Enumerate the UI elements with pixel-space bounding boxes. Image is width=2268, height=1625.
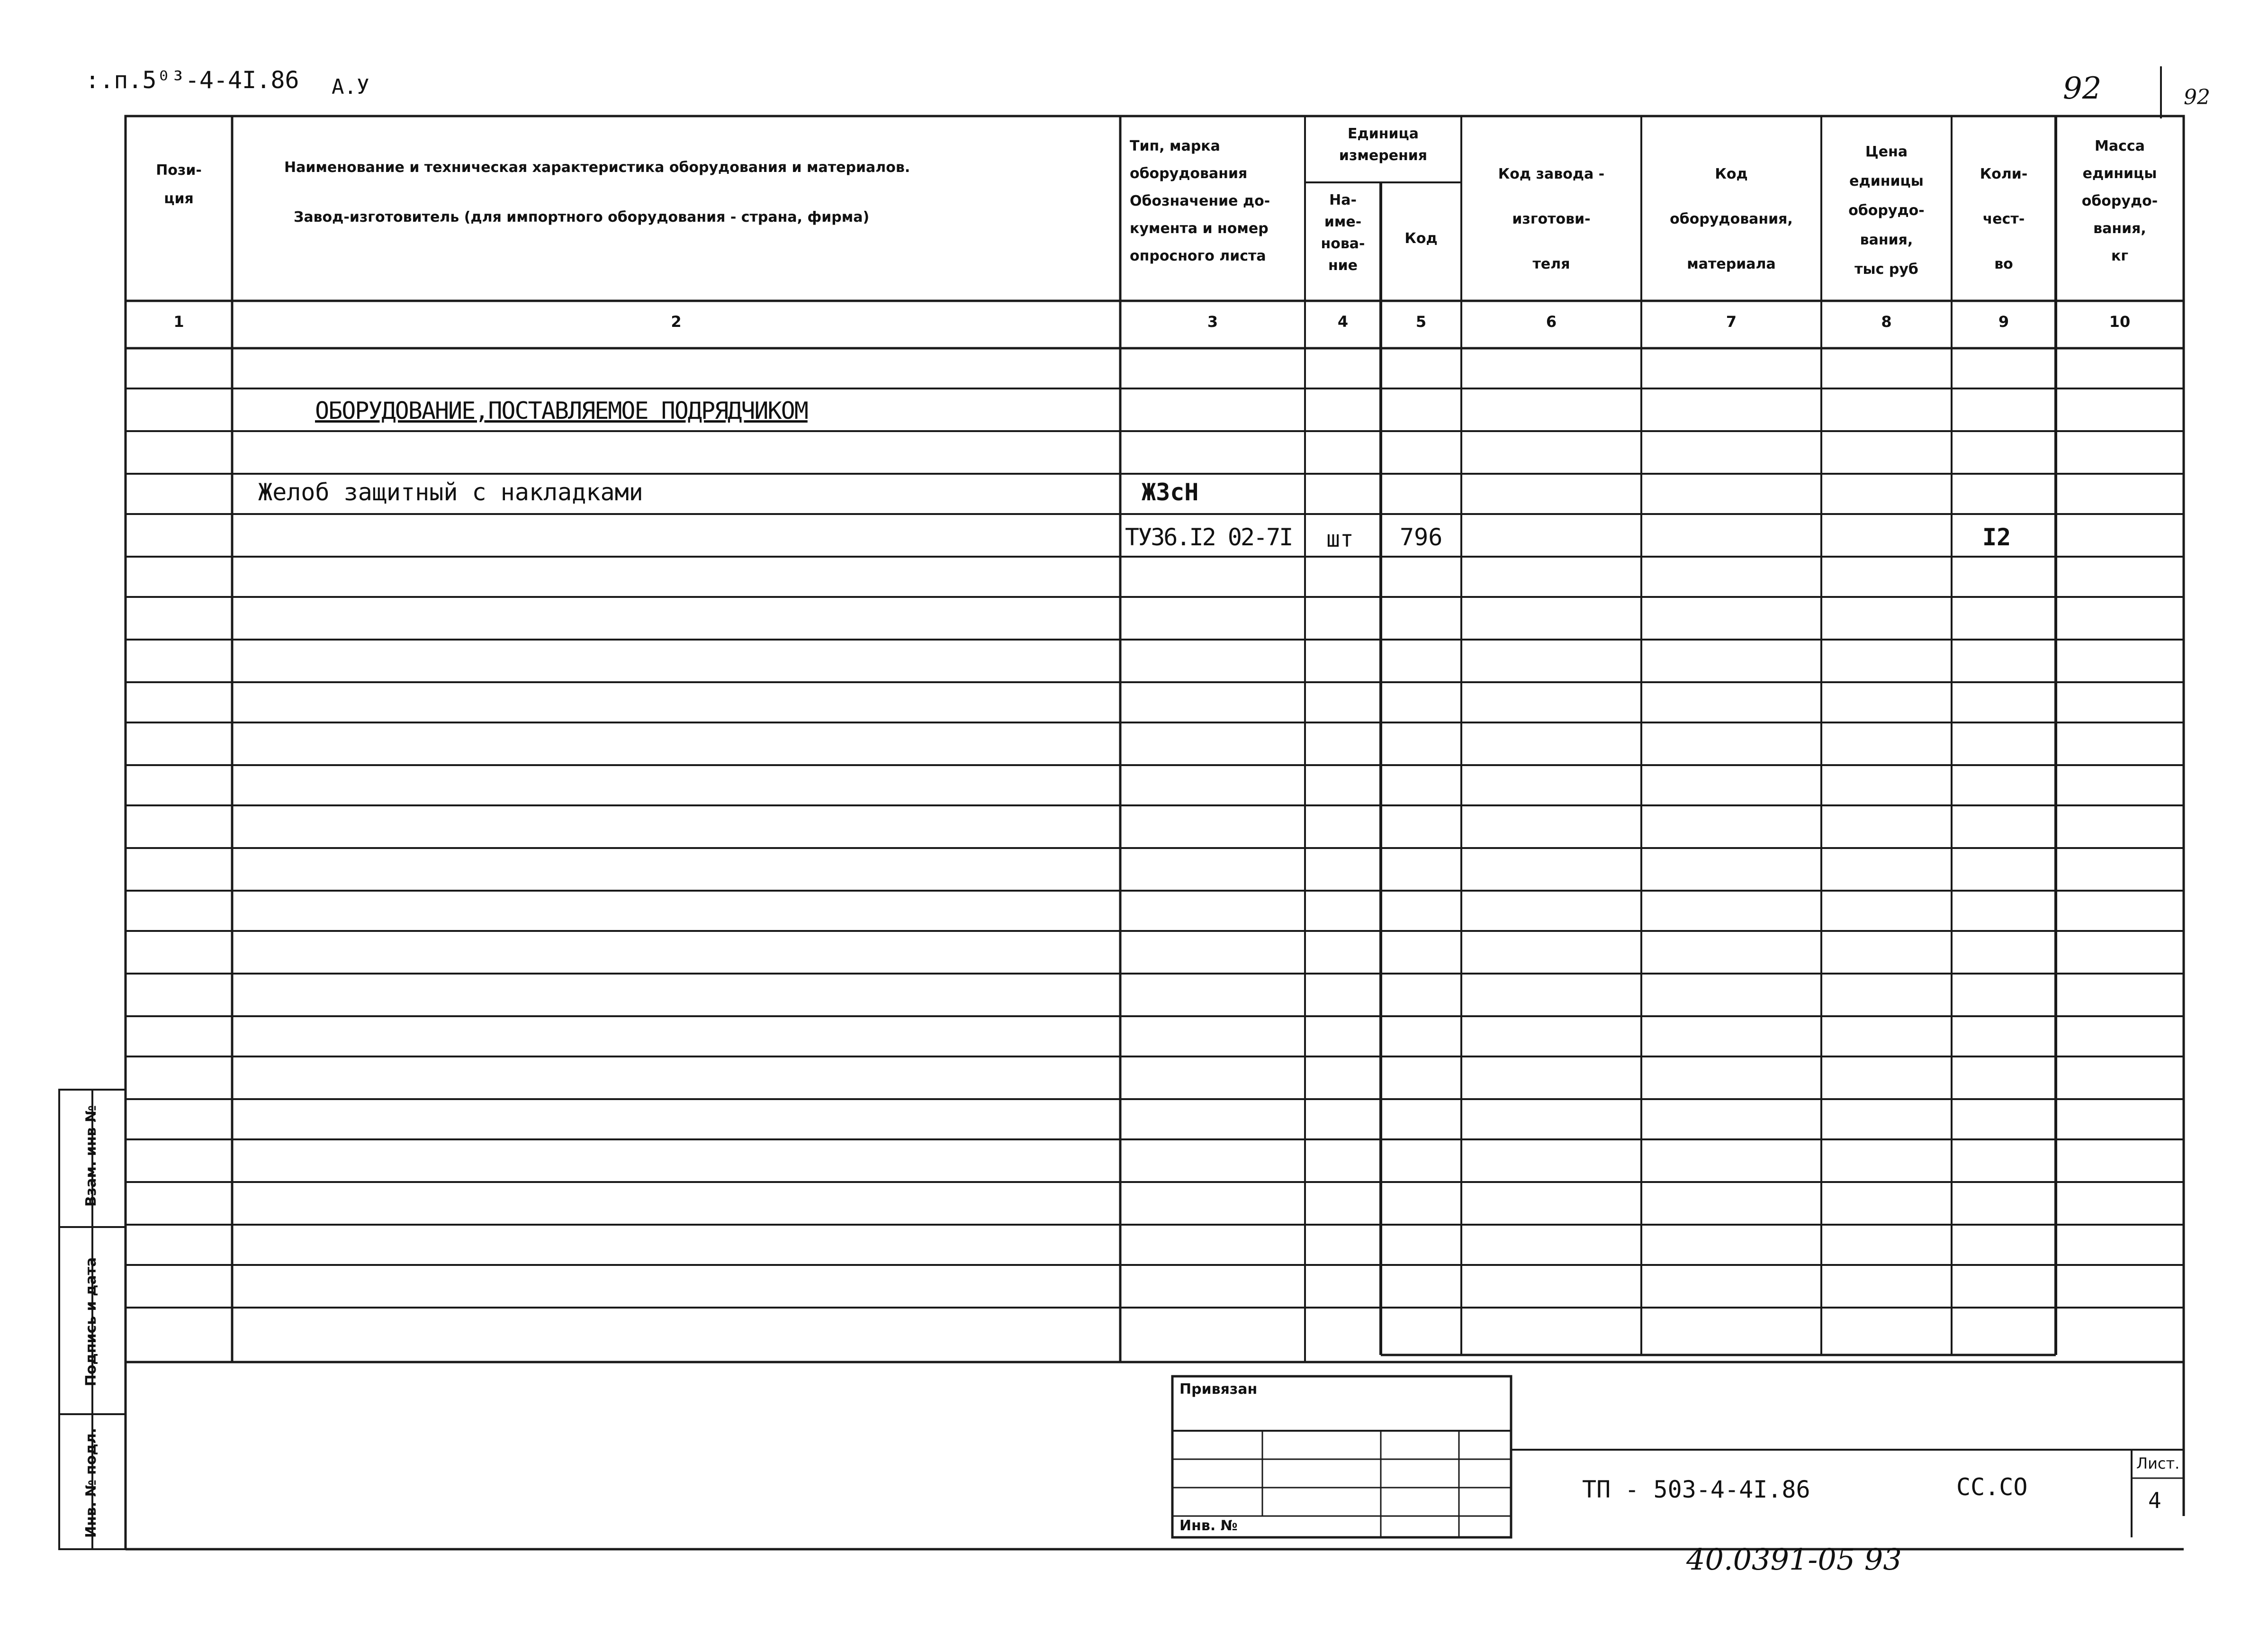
header-unit-name: На- име- нова- ние bbox=[1321, 192, 1365, 274]
sheet-code: СС.СО bbox=[1956, 1473, 2028, 1501]
header-equipment-code: Код оборудования, материала bbox=[1670, 166, 1793, 272]
corner-page-number: 92 bbox=[2184, 85, 2210, 109]
header-position: Пози- ция bbox=[156, 162, 202, 207]
colnum-10: 10 bbox=[2109, 313, 2131, 331]
colnum-7: 7 bbox=[1726, 313, 1737, 331]
handwritten-page-number: 92 bbox=[2063, 71, 2102, 106]
side-label-signature-date: Подпись и дата bbox=[83, 1257, 99, 1387]
drawing-code: ТП - 503-4-4I.86 bbox=[1582, 1476, 1810, 1503]
header-name-line1: Наименование и техническая характеристика оборудования и материалов. bbox=[284, 159, 910, 176]
document-reference: :.п.5⁰³-4-4I.86 bbox=[85, 66, 299, 94]
archive-number: 40.0391-05 93 bbox=[1686, 1542, 1902, 1577]
item-name: Желоб защитный с накладками bbox=[258, 478, 643, 506]
item-quantity: I2 bbox=[1982, 524, 2011, 551]
header-name-line2: Завод-изготовитель (для импортного оборудования - страна, фирма) bbox=[294, 209, 870, 226]
colnum-1: 1 bbox=[173, 313, 184, 331]
colnum-8: 8 bbox=[1881, 313, 1892, 331]
header-unit-code: Код bbox=[1404, 230, 1438, 247]
sheet-label: Лист. bbox=[2136, 1454, 2180, 1472]
header-unit-group: Единица измерения bbox=[1339, 126, 1428, 164]
header-quantity: Коли- чест- во bbox=[1980, 166, 2028, 272]
item-unit-code: 796 bbox=[1400, 524, 1443, 551]
header-type-mark: Тип, марка оборудования Обозначение до- кумента и номер опросного листа bbox=[1130, 138, 1270, 264]
item-document: ТУ36.I2 02-7I bbox=[1125, 524, 1292, 551]
colnum-2: 2 bbox=[671, 313, 682, 331]
stamp-inv-no-label: Инв. № bbox=[1179, 1517, 1238, 1534]
side-label-vzam-inv: Взам. инв № bbox=[83, 1105, 99, 1207]
colnum-6: 6 bbox=[1546, 313, 1557, 331]
colnum-5: 5 bbox=[1415, 313, 1427, 331]
header-unit-price: Цена единицы оборудо- вания, тыс руб bbox=[1848, 144, 1925, 278]
header-unit-mass: Масса единицы оборудо- вания, кг bbox=[2081, 138, 2158, 264]
section-title: ОБОРУДОВАНИЕ,ПОСТАВЛЯЕМОЕ ПОДРЯДЧИКОМ bbox=[315, 397, 808, 424]
document-suffix: А.У bbox=[332, 75, 369, 99]
item-type-mark: ЖЗсН bbox=[1142, 478, 1199, 506]
header-manufacturer-code: Код завода - изготови- теля bbox=[1498, 166, 1605, 272]
sheet-number: 4 bbox=[2148, 1488, 2161, 1513]
side-label-inv-podl: Инв. № подл. bbox=[83, 1427, 99, 1538]
item-unit: шт bbox=[1326, 526, 1354, 552]
colnum-3: 3 bbox=[1207, 313, 1218, 331]
stamp-privyazan-label: Привязан bbox=[1179, 1381, 1258, 1398]
colnum-4: 4 bbox=[1337, 313, 1349, 331]
colnum-9: 9 bbox=[1998, 313, 2009, 331]
